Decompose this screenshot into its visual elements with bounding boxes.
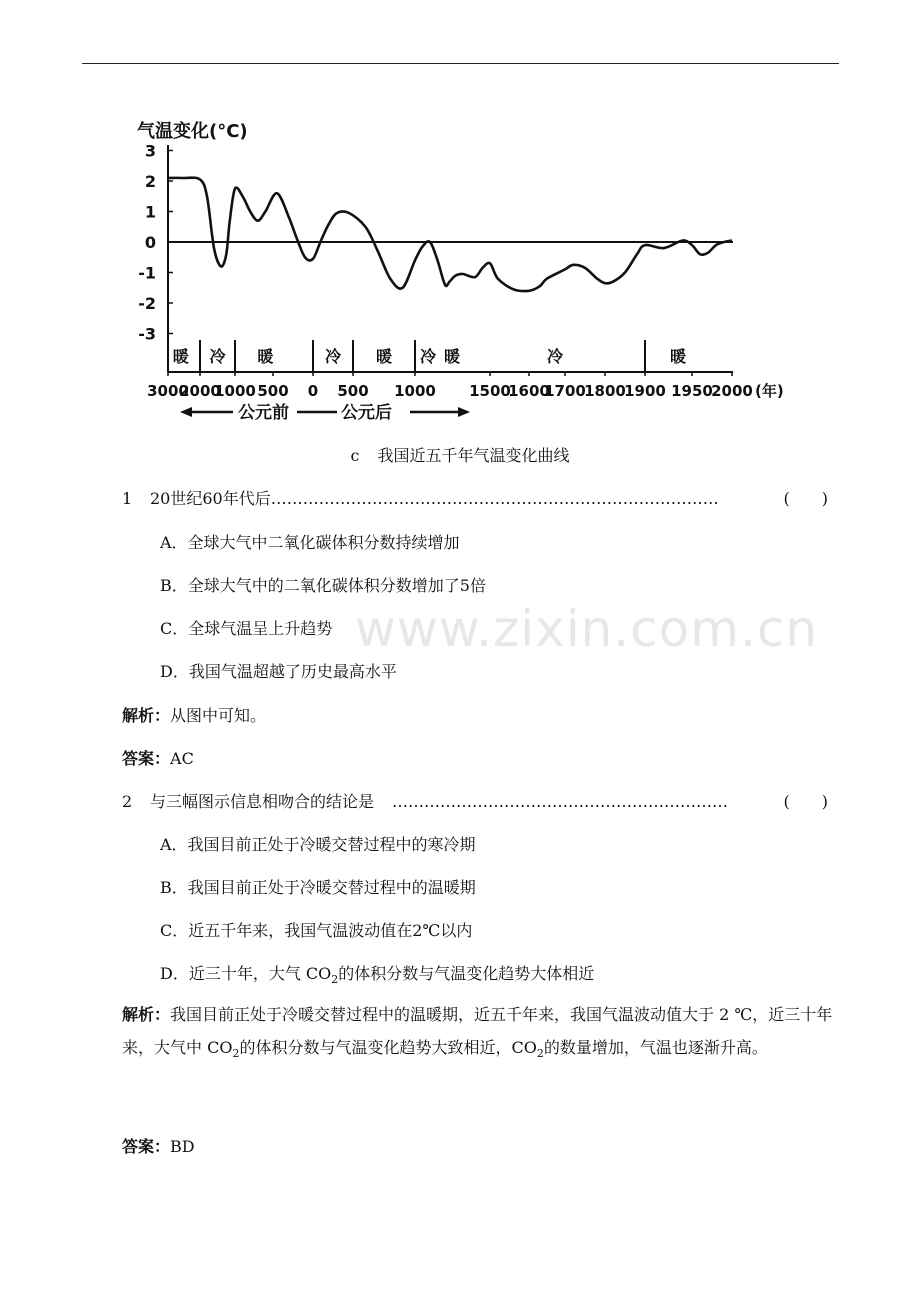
x-tick-label: 1700 [544,382,586,400]
q1-answer-paren: ( ) [783,489,828,508]
q2-option-c: C．近五千年来，我国气温波动值在2℃以内 [160,921,473,940]
y-tick-label: 3 [144,141,156,161]
x-tick-label: 1950 [671,382,713,400]
x-tick-label: 1900 [624,382,666,400]
q1-number: 1 [122,489,133,508]
q2-number: 2 [122,792,133,811]
q1-analysis [122,703,266,726]
era-arrowhead-after [458,407,470,417]
temperature-chart [125,115,805,425]
era-arrowhead-before [180,407,192,417]
caption-text: 我国近五千年气温变化曲线 [377,446,570,465]
q2-analysis-label: 解析： [122,1005,171,1024]
x-tick-label: 500 [257,382,289,400]
x-tick-label: 1600 [508,382,550,400]
q2-stem [122,789,828,812]
era-label-before: 公元前 [238,403,289,423]
q2-answer-label: 答案： [122,1137,171,1156]
q2-answer-paren: ( ) [783,792,828,811]
x-tick-label: 2000 [179,382,221,400]
q2-analysis-p3: 的数量增加，气温也逐渐升高。 [543,1038,768,1057]
x-unit-label: (年) [755,382,784,400]
q1-analysis-text: 从图中可知。 [170,706,267,725]
period-label: 暖 [375,347,393,366]
q1-option-b: B．全球大气中的二氧化碳体积分数增加了5倍 [160,576,486,595]
q1-answer-label: 答案： [122,749,171,768]
y-tick-label: 1 [144,202,156,222]
q2-analysis-p2: 的体积分数与气温变化趋势大致相近，CO [239,1038,537,1057]
period-label: 暖 [669,347,687,366]
period-label: 冷 [419,347,437,366]
q1-stem [122,486,828,509]
q1-option-a: A．全球大气中二氧化碳体积分数持续增加 [160,533,460,552]
q2-option-d-part1: D．近三十年，大气 CO [160,964,332,983]
period-label: 暖 [443,347,461,366]
q1-answer-text: AC [170,749,194,768]
top-rule [82,63,839,64]
x-tick-label: 1000 [394,382,436,400]
x-tick-label: 1000 [214,382,256,400]
q2-stem-text: 与三幅图示信息相吻合的结论是 [150,792,375,811]
q2-analysis [122,998,838,1070]
era-label-after: 公元后 [341,403,392,423]
period-label: 冷 [209,347,226,366]
q2-answer-text: BD [170,1137,195,1156]
q2-dots: ……………………………………………………… [392,792,729,811]
q2-analysis-sub1: 2 [232,1047,240,1061]
watermark: www.zixin.com.cn [355,600,819,658]
q2-analysis-sub2: 2 [536,1047,544,1061]
period-label: 暖 [172,347,189,366]
period-label: 暖 [257,347,274,366]
x-tick-label: 500 [337,382,369,400]
x-tick-label: 1500 [469,382,511,400]
period-label: 冷 [324,347,342,366]
x-tick-label: 3000 [147,382,189,400]
q1-dots: ………………………………………………………………………… [270,489,719,508]
caption-letter: c [350,446,360,465]
y-tick-label: -1 [138,263,156,283]
q1-stem-text: 20世纪60年代后 [150,489,271,508]
x-tick-label: 0 [307,382,319,400]
chart-title: 气温变化(°C) [137,121,248,142]
q1-analysis-label: 解析： [122,706,171,725]
y-tick-label: -2 [138,294,156,313]
y-tick-label: 2 [144,172,156,191]
q2-option-d [160,961,594,986]
chart-caption [0,443,920,466]
y-tick-label: -3 [138,324,156,344]
q1-option-c: C．全球气温呈上升趋势 [160,619,333,638]
y-tick-label: 0 [144,233,156,252]
q2-answer [122,1134,195,1157]
q2-option-a: A．我国目前正处于冷暖交替过程中的寒冷期 [160,835,476,854]
period-label: 冷 [546,347,564,366]
q2-option-b: B．我国目前正处于冷暖交替过程中的温暖期 [160,878,476,897]
x-tick-label: 1800 [584,382,626,400]
q2-option-d-sub: 2 [331,973,339,987]
temperature-series-line [168,178,732,291]
q1-answer [122,746,194,769]
q2-analysis-p1: 我国目前正处于冷暖交替过程中的温暖期，近五千年来，我国气温波动值大于 2 ℃，近三十年来，大气中 CO [122,1005,833,1057]
q1-option-d: D．我国气温超越了历史最高水平 [160,662,397,681]
q2-option-d-part2: 的体积分数与气温变化趋势大体相近 [338,964,595,983]
x-tick-label: 2000 [711,382,753,400]
